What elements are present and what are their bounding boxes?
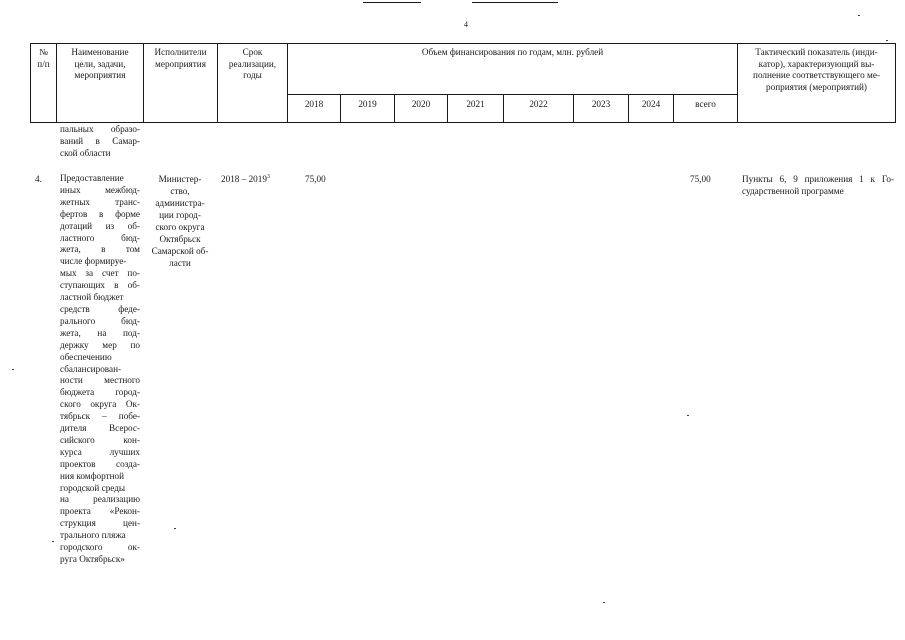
year-header-2023: 2023 <box>591 99 611 109</box>
row-number: 4. <box>35 174 42 184</box>
scan-speck <box>52 541 54 542</box>
executor-line: ласти <box>169 258 191 268</box>
executor-line: Министер- <box>158 174 202 184</box>
row-measure-name <box>60 173 140 566</box>
measure-name-line: ского округа Ок- <box>60 399 140 410</box>
executor-line: ского округа <box>155 222 205 232</box>
header-col-indicator: Тактический показатель (инди- катор), характеризующий вы- полнение соответствующего ме- роприятия (мероприятий) <box>753 47 880 92</box>
page-number: 4 <box>464 20 468 29</box>
measure-name-line: дителя Всерос- <box>60 423 140 434</box>
measure-name-line: тябрьск – побе- <box>60 411 140 422</box>
header-col-executors: Исполнители мероприятия <box>154 47 207 69</box>
row-indicator: Пункты 6, 9 приложения 1 к Го- сударственной программе <box>742 174 894 196</box>
executor-line: Октябрьск <box>159 234 201 244</box>
scan-speck <box>603 602 605 603</box>
measure-name-line: трального пляжа <box>60 530 126 541</box>
measure-name-line: иных межбюд- <box>60 184 140 195</box>
measure-name-line: Предоставление <box>60 173 124 183</box>
scan-speck <box>687 415 689 416</box>
header-col-term: Срок реализации, годы <box>228 47 277 80</box>
row-value-2018: 75,00 <box>305 174 326 184</box>
header-col-funding: Объем финансирования по годам, млн. рублей <box>421 47 604 57</box>
header-col-num: № п/п <box>37 47 50 69</box>
year-header-2018: 2018 <box>304 99 324 109</box>
year-header-2021: 2021 <box>466 99 485 109</box>
measure-name-line: курса лучших <box>60 446 140 457</box>
executor-line: ство, <box>170 186 190 196</box>
measure-name-line: струкция цен- <box>60 518 140 529</box>
header-rule-left <box>363 2 421 3</box>
scan-speck <box>12 369 14 370</box>
measure-name-line: проекта «Рекон- <box>60 506 140 517</box>
measure-name-line: ластного бюд- <box>60 232 140 243</box>
measure-name-line: ния комфортной <box>60 470 125 481</box>
measure-name-line: фертов в форме <box>60 208 140 219</box>
year-header-total: всего <box>695 99 716 109</box>
measure-name-line: городской среды <box>60 482 126 493</box>
measure-name-line: жета, на под- <box>60 327 140 338</box>
measure-name-line: руга Октябрьск» <box>60 554 125 564</box>
year-header-2022: 2022 <box>529 99 548 109</box>
measure-name-line: мых за счет по- <box>60 268 140 279</box>
scan-speck <box>174 528 176 529</box>
measure-name-line: дотаций из об- <box>60 220 140 231</box>
measure-name-line: городского ок- <box>60 542 140 553</box>
measure-name-line: жета, в том <box>60 244 140 255</box>
measure-name-line: средств феде- <box>60 303 140 314</box>
year-header-2024: 2024 <box>641 99 661 109</box>
measure-name-line: бюджета город- <box>60 387 140 398</box>
measure-name-line: числе формируе- <box>60 256 127 267</box>
measure-name-line: ступающих в об- <box>60 280 140 291</box>
measure-name-line: на реализацию <box>60 494 140 505</box>
executor-line: администра- <box>155 198 205 208</box>
measure-name-line: обеспечению <box>60 351 112 362</box>
measure-name-line: жетных транс- <box>60 196 140 207</box>
row-term: 2018 – 2019$^3$ <box>221 173 270 184</box>
measure-name-line: проектов созда- <box>60 458 140 469</box>
scan-speck <box>886 40 888 41</box>
scan-speck <box>858 15 860 16</box>
header-rule-right <box>472 2 558 3</box>
year-header-2019: 2019 <box>358 99 377 109</box>
previous-row-continuation: пальных образо- ваний в Самар- ской области <box>60 124 140 158</box>
executor-line: Самарской об- <box>151 246 209 256</box>
row-value-total: 75,00 <box>690 174 711 184</box>
row-executors <box>144 173 216 269</box>
measure-name-line: ности местного <box>60 375 140 386</box>
header-col-name: Наименование цели, задачи, мероприятия <box>71 47 129 80</box>
executor-line: ции город- <box>159 210 201 220</box>
measure-name-line: сийского кон- <box>60 434 140 445</box>
measure-name-line: ластной бюджет <box>60 292 124 303</box>
measure-name-line: рального бюд- <box>60 315 140 326</box>
year-header-2020: 2020 <box>411 99 431 109</box>
measure-name-line: сбалансирован- <box>60 363 122 374</box>
measure-name-line: держку мер по <box>60 339 140 350</box>
